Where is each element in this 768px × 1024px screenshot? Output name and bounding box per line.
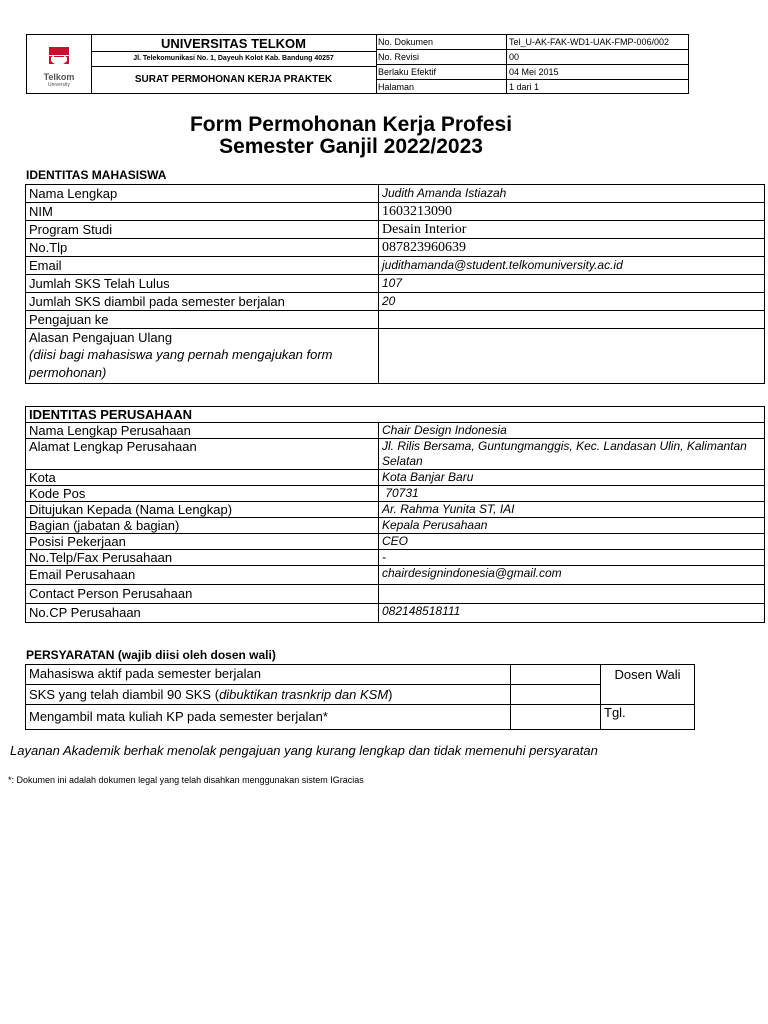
table-row [26,585,765,604]
requirement-check[interactable] [511,685,601,705]
requirement-label [26,685,511,705]
field-label: Nama Lengkap [26,185,379,203]
meta-row [376,80,688,94]
field-value[interactable]: 087823960639 [379,239,765,257]
field-value[interactable]: judithamanda@student.telkomuniversity.ac.id [379,257,765,275]
field-label: Jumlah SKS Telah Lulus [26,275,379,293]
field-note: (diisi bagi mahasiswa yang pernah mengajukan form permohonan) [29,347,333,380]
field-label: No.CP Perusahaan [26,604,379,623]
perusahaan-table [25,406,765,623]
form-title-line2: Semester Ganjil 2022/2023 [219,135,483,158]
meta-row [376,50,688,65]
meta-value: 00 [509,52,520,62]
table-row [26,502,765,518]
legal-footnote: *: Dokumen ini adalah dokumen legal yang telah disahkan menggunakan sistem IGracias [8,775,364,785]
meta-label: No. Revisi [376,50,507,64]
alasan-label-cell [26,329,379,384]
table-row [26,665,695,685]
table-row [26,407,765,423]
document-meta [376,35,688,93]
field-value[interactable]: 082148518111 [379,604,765,623]
document-header [26,34,689,94]
meta-row [376,35,688,50]
field-label: Posisi Pekerjaan [26,534,379,550]
field-value[interactable] [379,329,765,384]
field-value[interactable]: 107 [379,275,765,293]
field-label: NIM [26,203,379,221]
table-row [26,311,765,329]
table-row [26,550,765,566]
field-value[interactable]: chairdesignindonesia@gmail.com [379,566,765,585]
field-label: Email [26,257,379,275]
table-row [26,221,765,239]
field-value[interactable]: Kepala Perusahaan [379,518,765,534]
table-row [26,566,765,585]
field-label: Alamat Lengkap Perusahaan [26,439,379,470]
meta-value: Tel_U-AK-FAK-WD1-UAK-FMP-006/002 [509,37,670,47]
field-label: No.Tlp [26,239,379,257]
logo-cell [27,35,92,93]
persyaratan-title: PERSYARATAN [26,648,115,662]
persyaratan-note: (wajib diisi oleh dosen wali) [117,648,276,662]
table-row [26,203,765,221]
field-label: Contact Person Perusahaan [26,585,379,604]
persyaratan-table [25,664,695,730]
table-row [26,685,695,705]
field-value[interactable]: CEO [379,534,765,550]
table-row [26,705,695,730]
table-row [26,534,765,550]
table-row [26,604,765,623]
university-name: UNIVERSITAS TELKOM [91,35,376,52]
field-value[interactable]: 1603213090 [379,203,765,221]
field-label: Email Perusahaan [26,566,379,585]
header-title-block [91,35,377,93]
field-value[interactable]: Ar. Rahma Yunita ST, IAI [379,502,765,518]
requirement-check[interactable] [511,705,601,730]
table-row [26,293,765,311]
field-label: No.Telp/Fax Perusahaan [26,550,379,566]
rejection-note: Layanan Akademik berhak menolak pengajuan yang kurang lengkap dan tidak memenuhi persyaratan [10,743,598,758]
mahasiswa-table [25,184,765,384]
table-row [26,439,765,470]
field-value[interactable]: 20 [379,293,765,311]
section-persyaratan-label [26,648,276,662]
meta-label: Berlaku Efektif [376,65,507,79]
signature-area[interactable] [601,685,695,705]
document-title: SURAT PERMOHONAN KERJA PRAKTEK [134,74,333,85]
field-label: Program Studi [26,221,379,239]
logo-text: Telkom [43,72,75,82]
university-address: Jl. Telekomunikasi No. 1, Dayeuh Kolot Kab. Bandung 40257 [91,52,376,67]
dosen-wali-label: Dosen Wali [601,665,695,685]
requirement-close: ) [388,687,393,702]
tgl-label: Tgl. [601,705,695,730]
section-perusahaan-label: IDENTITAS PERUSAHAAN [26,407,765,423]
field-label: Kode Pos [26,486,379,502]
requirement-label: Mahasiswa aktif pada semester berjalan [26,665,511,685]
field-label: Alasan Pengajuan Ulang [29,330,173,345]
table-row [26,486,765,502]
field-label: Kota [26,470,379,486]
form-title-line1: Form Permohonan Kerja Profesi [189,113,513,136]
table-row [26,239,765,257]
meta-label: No. Dokumen [376,35,507,49]
section-mahasiswa-label: IDENTITAS MAHASISWA [26,168,167,182]
table-row [26,329,765,384]
field-label: Pengajuan ke [26,311,379,329]
meta-label: Halaman [376,80,507,94]
field-label: Ditujukan Kepada (Nama Lengkap) [26,502,379,518]
field-label: Nama Lengkap Perusahaan [26,423,379,439]
logo-subtext: University [48,82,70,88]
field-value[interactable]: Kota Banjar Baru [379,470,765,486]
requirement-text: SKS yang telah diambil 90 SKS ( [29,687,220,702]
field-value[interactable]: - [379,550,765,566]
field-label: Bagian (jabatan & bagian) [26,518,379,534]
table-row [26,423,765,439]
meta-row [376,65,688,80]
field-value[interactable]: Judith Amanda Istiazah [379,185,765,203]
meta-value: 04 Mei 2015 [509,67,559,77]
requirement-check[interactable] [511,665,601,685]
table-row [26,275,765,293]
table-row [26,257,765,275]
field-value[interactable] [379,311,765,329]
requirement-note: dibuktikan trasnkrip dan KSM [219,687,389,702]
field-value[interactable]: 70731 [379,486,765,502]
table-row [26,470,765,486]
field-label: Jumlah SKS diambil pada semester berjalan [26,293,379,311]
meta-value: 1 dari 1 [509,82,540,92]
field-value[interactable] [379,585,765,604]
requirement-label: Mengambil mata kuliah KP pada semester berjalan* [26,705,511,730]
table-row [26,185,765,203]
field-value[interactable]: Jl. Rilis Bersama, Guntungmanggis, Kec. Landasan Ulin, Kalimantan Selatan [379,439,765,470]
field-value[interactable]: Desain Interior [379,221,765,239]
table-row [26,518,765,534]
field-value[interactable]: Chair Design Indonesia [379,423,765,439]
